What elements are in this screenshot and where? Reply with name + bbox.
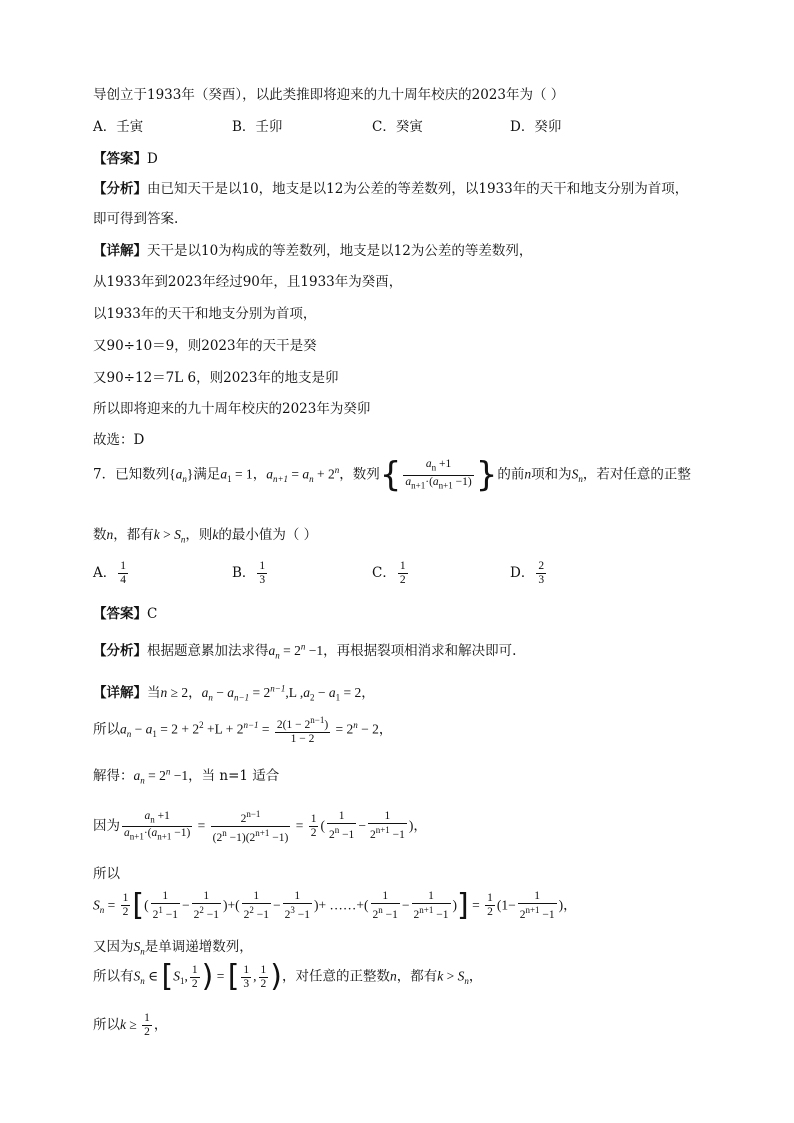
option-den: 2 <box>399 574 406 586</box>
q6-detail-line: 又90÷10＝9，则2023年的天干是癸 <box>93 338 317 354</box>
q7-text: 的最小值为（ ） <box>218 527 318 543</box>
q7-option-b <box>232 560 269 587</box>
q7-monotone-line: 又因为$S_n$是单调递增数列， <box>93 939 253 957</box>
option-num: 1 <box>259 560 266 572</box>
q7-text: 数 <box>93 527 107 543</box>
q7-detail: 【详解】当n ≥ 2，$a_n - a_{n-1} = 2^{n-1},L$ $,a_2 - a_1 = 2$， <box>93 683 375 703</box>
q7-text: ，若对任意的正整 <box>582 466 691 483</box>
detail-text: 所以 <box>93 721 120 738</box>
q7-text: ，数列 <box>339 466 380 483</box>
q7-text: 满足 <box>193 466 221 483</box>
answer-value: C <box>147 606 158 622</box>
detail-text: 天干是以10为构成的等差数列，地支是以12为公差的等差数列， <box>147 243 533 259</box>
q6-option-d: D．癸卯 <box>510 119 562 135</box>
q6-detail-line: 所以即将迎来的九十周年校庆的2023年为癸卯 <box>93 401 371 417</box>
q7-text: 的前 <box>497 466 525 483</box>
q7-suoyi: 所以 <box>93 866 120 882</box>
q6-stem-tail: 导创立于1933年（癸酉），以此类推即将迎来的九十周年校庆的2023年为（ ） <box>93 87 565 103</box>
analysis-tag: 【分析】 <box>93 181 147 197</box>
option-den: 3 <box>259 574 266 586</box>
q7-option-c <box>372 560 410 587</box>
detail-text: ，都有 <box>396 968 438 985</box>
q6-analysis-cont: 即可得到答案. <box>93 211 179 227</box>
q7-split-line: 因为 $\frac{a_n +1}{a_{n+1}\cdot(a_{n+1} -1)}$ = $\frac{2^{n-1}}{(2^n -1)(2^{n+1} -1)}$ = $\frac{1}{2}$ ( $\frac{1}{2^n -1}$ − $\frac{1}{2^{n+1} -1}$ )， <box>93 809 427 844</box>
q7-range-line: 所以有$S_n$ ∈ [$S_1$, $\frac{1}{2}$ ) = [ $\frac{1}{3}$ , $\frac{1}{2}$ )，对任意的正整数n，都有$k > S_n$， <box>93 959 483 994</box>
q6-detail <box>93 239 532 259</box>
answer-value: D <box>147 151 158 167</box>
detail-tag: 【详解】 <box>93 243 147 259</box>
detail-text: 是单调递增数列， <box>144 939 253 955</box>
q7-conclusion-line: 所以k ≥ $\frac{1}{2}$ ， <box>93 1012 168 1038</box>
option-den: 3 <box>538 574 545 586</box>
q7-answer <box>93 602 157 622</box>
detail-text: ，对任意的正整数 <box>282 968 390 985</box>
q6-detail-line: 故选：D <box>93 432 145 448</box>
q7-sequence-fraction: $\frac{a_n +1}{a_{n+1}\cdot(a_{n+1} -1)}$ <box>405 458 472 490</box>
q6-option-c: C．癸寅 <box>372 119 423 135</box>
analysis-text: ，再根据裂项相消求和解决即可. <box>323 643 517 659</box>
detail-text: ，当 n=1 适合 <box>188 768 280 784</box>
q6-option-a: A．壬寅 <box>93 119 144 135</box>
detail-text: 解得： <box>93 768 134 784</box>
detail-text: 所以 <box>93 1017 120 1033</box>
q7-stem: 7．已知数列$\{a_n\}$满足$a_1 = 1$，$a_{n+1} = a_n + 2^n$，数列{ $\frac{a_n +1}{a_{n+1}\cdot(a_{n+1} -1)}$ }的前n项和为$S_n$，若对任意的正整 <box>93 455 691 495</box>
detail-text: 因为 <box>93 817 120 834</box>
q7-stem-cont: 数n，都有$k > S_n$，则k的最小值为（ ） <box>93 527 318 545</box>
q6-analysis <box>93 177 688 197</box>
q7-sn-expansion: $S_n$ = $\frac{1}{2}$ [( $\frac{1}{2^1 -1}$ − $\frac{1}{2^2 -1}$ )+( $\frac{1}{2^2 -1}$ − $\frac{1}{2^3 -1}$ )+ ……+( $\frac{1}{2^n -1}$ − $\frac{1}{2^{n+1} -1}$ )] = $\frac{1}{2}$ (1− $\frac{1}{2^{n+1} -1}$ )， <box>93 887 577 923</box>
detail-tag: 【详解】 <box>93 685 147 701</box>
q7-text: ，则 <box>185 527 213 543</box>
analysis-tag: 【分析】 <box>93 643 147 659</box>
q7-analysis: 【分析】根据题意累加法求得$a_n = 2^n -1$，再根据裂项相消求和解决即可. <box>93 641 517 661</box>
q6-detail-line: 又90÷12＝7L 6，则2023年的地支是卯 <box>93 370 339 386</box>
q6-detail-line: 以1933年的天干和地支分别为首项， <box>93 306 317 322</box>
option-num: 1 <box>399 560 406 572</box>
option-label: C． <box>372 565 396 581</box>
answer-tag: 【答案】 <box>93 151 147 167</box>
q6-option-b: B．壬卯 <box>232 119 283 135</box>
q7-text: 7．已知数列 <box>93 466 170 483</box>
q7-option-d <box>510 560 548 587</box>
q6-detail-line: 从1933年到2023年经过90年，且1933年为癸酉， <box>93 274 403 290</box>
detail-text: 所以有 <box>93 968 134 985</box>
option-num: 1 <box>120 560 126 572</box>
q7-text: 项和为 <box>531 466 572 483</box>
analysis-text: 由已知天干是以10，地支是以12为公差的等差数列，以1933年的天干和地支分别为首项， <box>147 181 689 197</box>
answer-tag: 【答案】 <box>93 606 147 622</box>
option-label: D． <box>510 565 535 581</box>
option-num: 2 <box>538 560 545 572</box>
option-label: B． <box>232 565 256 581</box>
option-label: A． <box>93 565 117 581</box>
detail-text: 当 <box>147 685 161 701</box>
q6-answer <box>93 147 158 167</box>
q7-text: ，都有 <box>113 527 154 543</box>
analysis-text: 根据题意累加法求得 <box>147 643 269 659</box>
q7-option-a <box>93 560 130 587</box>
q7-solve-line: 解得：$a_n = 2^n -1$，当 n=1 适合 <box>93 766 280 786</box>
detail-text: ， <box>188 685 202 701</box>
option-den: 4 <box>120 574 126 586</box>
q7-sum-line: 所以$a_n - a_1 = 2 + 2^2 +L + 2^{n-1}$ = $\frac{2(1 - 2^{n-1})}{1 - 2}$ = $2^n - 2$， <box>93 715 393 745</box>
detail-text: 又因为 <box>93 939 134 955</box>
